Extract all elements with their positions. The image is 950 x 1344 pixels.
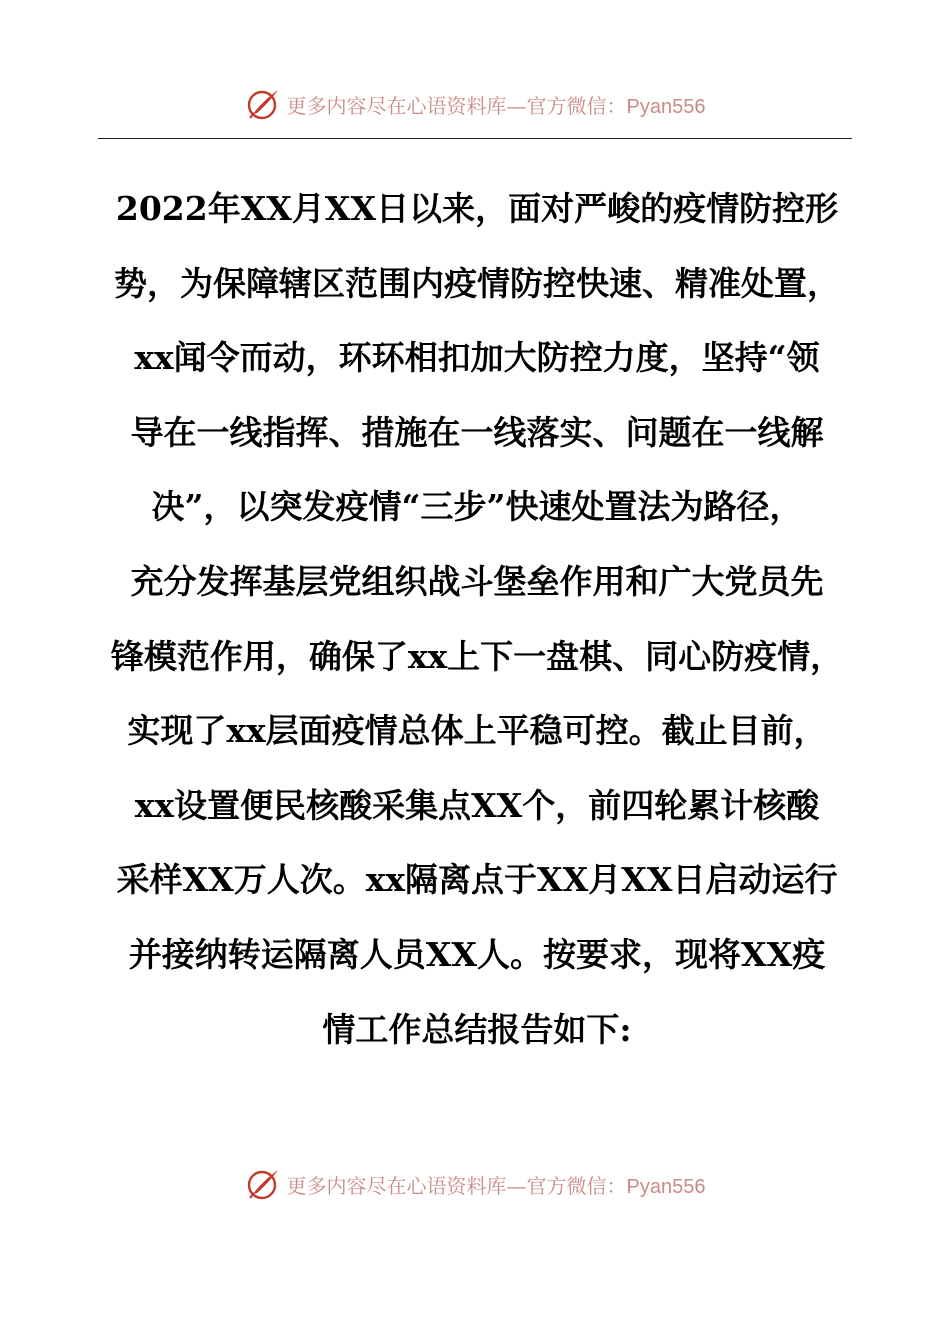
body-line: 并接纳转运隔离人员XX人。按要求，现将XX疫: [128, 934, 826, 974]
body-line: 势，为保障辖区范围内疫情防控快速、精准处置，: [114, 263, 840, 303]
body-line: 情工作总结报告如下:: [322, 1009, 632, 1049]
footer-banner-label: 更多内容尽在心语资料库—官方微信：: [286, 1173, 627, 1198]
quill-logo-icon: [245, 1166, 281, 1202]
header-divider: [98, 138, 852, 139]
header-banner-label: 更多内容尽在心语资料库—官方微信：: [286, 93, 627, 118]
body-line: xx闻令而动，环环相扣加大防控力度，坚持“领: [134, 338, 820, 378]
document-body: [92, 172, 862, 1067]
body-line: 充分发挥基层党组织战斗堡垒作用和广大党员先: [130, 561, 824, 601]
body-line: xx设置便民核酸采集点XX个，前四轮累计核酸: [134, 785, 820, 825]
footer-banner: [0, 1162, 950, 1206]
body-line: 采样XX万人次。xx隔离点于XX月XX日启动运行: [116, 860, 838, 900]
body-line: 锋模范作用，确保了xx上下一盘棋、同心防疫情，: [110, 636, 844, 676]
body-line: 实现了xx层面疫情总体上平稳可控。截止目前，: [127, 711, 827, 751]
body-line: 决”，以突发疫情“三步”快速处置法为路径，: [151, 487, 803, 527]
footer-banner-text: [287, 1170, 706, 1199]
header-banner-text: [287, 90, 706, 119]
quill-logo-icon: [245, 86, 281, 122]
header-wechat-id: Pyan556: [626, 95, 706, 118]
footer-wechat-id: Pyan556: [626, 1175, 706, 1198]
body-line: 2022年XX月XX日以来，面对严峻的疫情防控形: [115, 189, 839, 228]
body-line: 导在一线指挥、措施在一线落实、问题在一线解: [130, 412, 824, 452]
header-banner: [0, 82, 950, 126]
